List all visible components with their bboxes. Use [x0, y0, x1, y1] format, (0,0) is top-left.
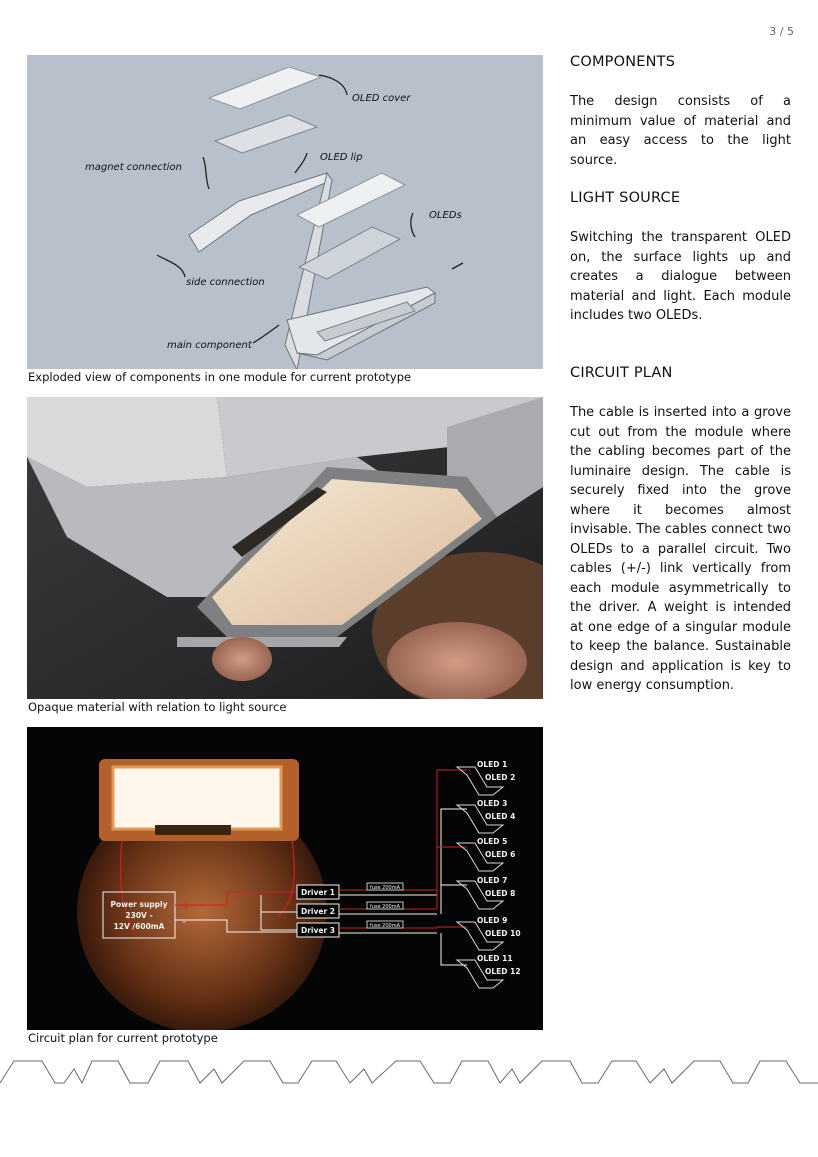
section-text-components: The design consists of a minimum value of material and an easy access to the light source. — [570, 94, 791, 168]
label-magnet-connection: magnet connection — [85, 162, 182, 173]
circuit-plan-caption: Circuit plan for current prototype — [28, 1031, 218, 1045]
section-heading-components: COMPONENTS — [570, 54, 676, 70]
driver-3-label: Driver 3 — [301, 926, 335, 935]
fuse-2-label: fuse 200mA — [369, 904, 401, 910]
section-heading-circuit-plan: CIRCUIT PLAN — [570, 365, 673, 381]
driver-1-label: Driver 1 — [301, 888, 335, 897]
power-supply-line2: 230V - — [125, 911, 153, 920]
label-oled-lip: OLED lip — [320, 152, 363, 163]
label-oleds: OLEDs — [429, 210, 462, 221]
oled-5-label: OLED 5 — [477, 837, 508, 846]
oled-9-label: OLED 9 — [477, 916, 508, 925]
oled-6-label: OLED 6 — [485, 850, 516, 859]
label-main-component: main component — [167, 340, 252, 351]
oled-3-label: OLED 3 — [477, 799, 508, 808]
oled-12-label: OLED 12 — [485, 967, 521, 976]
page-number: 3 / 5 — [769, 25, 794, 38]
opaque-material-photo — [27, 397, 543, 699]
section-text-circuit-plan: The cable is inserted into a grove cut out from the module where the cabling becomes part of the luminaire design. The cable is securely fixed into the grove where it becomes almost invisable. The cables connect two OLEDs to a parallel circuit. Two cables (+/-) link vertically from each module asymmetrically to the driver. A weight is intended at one edge of a singular module to keep the balance. Sustainable design and application is key to low energy consumption. — [570, 405, 791, 693]
oled-4-label: OLED 4 — [485, 812, 516, 821]
fuse-3-label: fuse 200mA — [369, 923, 401, 929]
power-supply-line3: 12V /600mA — [113, 922, 165, 931]
fuse-1-label: fuse 200mA — [369, 885, 401, 891]
section-text-light-source: Switching the transparent OLED on, the surface lights up and creates a dialogue between material and light. Each module includes two OLEDs. — [570, 230, 791, 323]
section-heading-light-source: LIGHT SOURCE — [570, 190, 681, 206]
oled-8-label: OLED 8 — [485, 889, 516, 898]
oled-11-label: OLED 11 — [477, 954, 513, 963]
exploded-view-sketch — [27, 55, 543, 369]
label-oled-cover: OLED cover — [352, 93, 411, 104]
photo-caption: Opaque material with relation to light source — [28, 700, 287, 714]
exploded-view-caption: Exploded view of components in one module for current prototype — [28, 370, 412, 384]
power-supply-line1: Power supply — [110, 900, 168, 909]
plus-sign: + — [182, 902, 190, 912]
label-side-connection: side connection — [186, 277, 265, 288]
driver-2-label: Driver 2 — [301, 907, 335, 916]
minus-sign: – — [182, 917, 187, 927]
oled-1-label: OLED 1 — [477, 760, 508, 769]
oled-10-label: OLED 10 — [485, 929, 521, 938]
exploded-view-figure — [27, 55, 543, 369]
oled-7-label: OLED 7 — [477, 876, 508, 885]
decorative-zigzag-divider — [0, 1055, 818, 1089]
oled-2-label: OLED 2 — [485, 773, 516, 782]
photo-illustration — [27, 397, 543, 699]
circuit-plan-figure — [27, 727, 543, 1030]
circuit-diagram — [27, 727, 543, 1030]
